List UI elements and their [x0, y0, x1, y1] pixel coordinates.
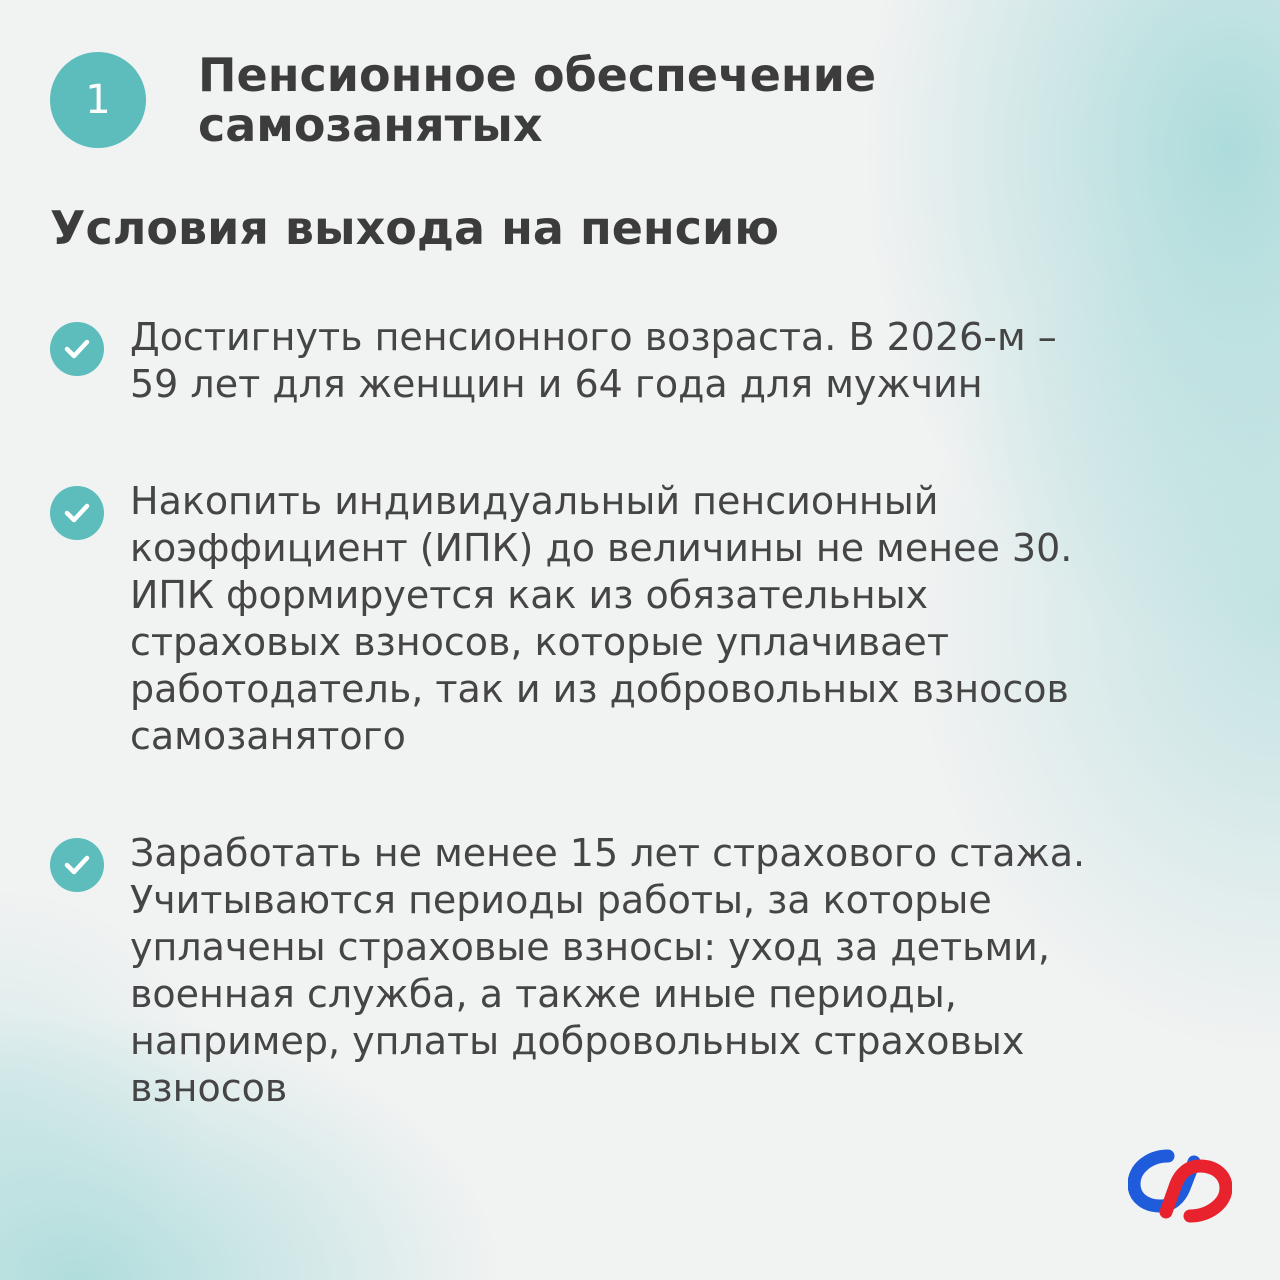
page-title — [198, 50, 1198, 150]
step-number: 1 — [85, 77, 111, 123]
sfr-logo-icon — [1128, 1142, 1232, 1230]
section-subtitle: Условия выхода на пенсию — [50, 201, 779, 255]
step-number-badge — [50, 52, 146, 148]
text-line: уплачены страховые взносы: уход за детьми, — [130, 925, 1050, 969]
text-line: военная служба, а также иные периоды, — [130, 972, 957, 1016]
check-circle-icon — [50, 838, 104, 892]
text-line: самозанятого — [130, 714, 406, 758]
text-line: ИПК формируется как из обязательных — [130, 573, 929, 617]
check-circle-icon — [50, 486, 104, 540]
text-line: работодатель, так и из добровольных взносов — [130, 667, 1069, 711]
check-circle-icon — [50, 322, 104, 376]
text-line: Накопить индивидуальный пенсионный — [130, 479, 939, 523]
text-line: страховых взносов, которые уплачивает — [130, 620, 949, 664]
text-line: 59 лет для женщин и 64 года для мужчин — [130, 362, 983, 406]
page-title-line-1: Пенсионное обеспечение — [198, 48, 877, 102]
text-line: Достигнуть пенсионного возраста. В 2026-м – — [130, 315, 1057, 359]
text-line: взносов — [130, 1066, 288, 1110]
text-line: Заработать не менее 15 лет страхового стажа. — [130, 831, 1086, 875]
text-line: коэффициент (ИПК) до величины не менее 30. — [130, 526, 1073, 570]
list-item-text — [130, 314, 1220, 408]
text-line: Учитываются периоды работы, за которые — [130, 878, 992, 922]
page-title-line-2: самозанятых — [198, 98, 543, 152]
text-line: например, уплаты добровольных страховых — [130, 1019, 1025, 1063]
list-item-text — [130, 478, 1220, 760]
list-item-text — [130, 830, 1220, 1112]
